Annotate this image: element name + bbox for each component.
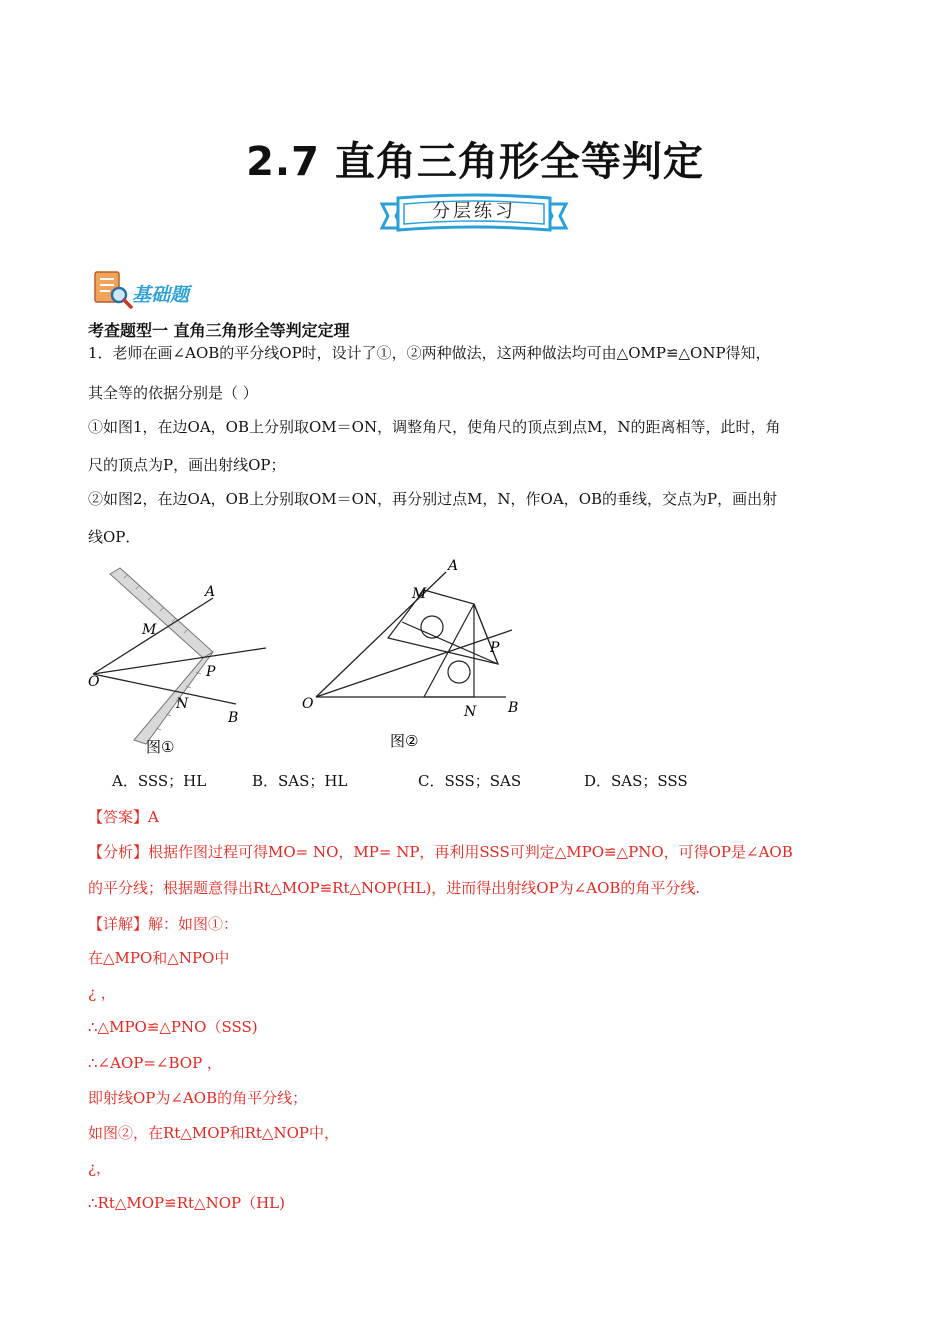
fig2-label-a: A: [448, 558, 459, 574]
choice-a[interactable]: A．SSS；HL: [112, 772, 207, 790]
analysis-line: 【分析】根据作图过程可得MO= NO，MP= NP，再利用SSS可判定△MPO≌△PNO，可得OP是∠AOB: [88, 843, 793, 861]
question-line: ①如图1，在边OA，OB上分别取OM＝ON，调整角尺，使角尺的顶点到点M，N的距离相等，此时，角: [88, 418, 781, 436]
badge-label: 基础题: [132, 284, 190, 306]
fig1-label-n: N: [176, 696, 189, 712]
solution-step: 在△MPO和△NPO中: [88, 949, 230, 967]
section-heading: 考查题型一 直角三角形全等判定定理: [88, 321, 350, 340]
question-line: 尺的顶点为P，画出射线OP；: [88, 456, 286, 474]
question-line: 1．老师在画∠AOB的平分线OP时，设计了①，②两种做法，这两种做法均可由△OMP≌△ONP得知，: [88, 344, 771, 362]
fig1-caption: 图①: [146, 738, 175, 756]
choice-d[interactable]: D．SAS；SSS: [584, 772, 688, 790]
answer-line: 【答案】A: [88, 808, 159, 826]
figure-2-diagram: [298, 552, 528, 757]
fig1-label-a: A: [205, 584, 216, 600]
fig2-label-m: M: [412, 586, 427, 602]
fig2-label-o: O: [302, 696, 314, 712]
fig1-label-p: P: [206, 664, 216, 680]
fig1-label-b: B: [228, 710, 239, 726]
solution-step: ∴△MPO≌△PNO（SSS): [88, 1018, 258, 1036]
analysis-line: 的平分线；根据题意得出Rt△MOP≌Rt△NOP(HL)，进而得出射线OP为∠AOB的角平分线.: [88, 879, 701, 897]
layered-practice-ribbon: [378, 192, 570, 240]
fig1-label-o: O: [88, 674, 100, 690]
question-line: 线OP．: [88, 528, 141, 546]
solution-step: 如图②，在Rt△MOP和Rt△NOP中，: [88, 1124, 339, 1142]
solution-step: ¿，: [88, 1159, 112, 1177]
basic-level-badge: [92, 268, 212, 312]
figure-2: [298, 552, 528, 761]
figure-1: [88, 552, 273, 761]
ribbon-label: 分层练习: [432, 201, 516, 222]
question-line: ②如图2，在边OA，OB上分别取OM＝ON，再分别过点M，N，作OA，OB的垂线，交点为P，画出射: [88, 490, 778, 508]
detail-line: 【详解】解：如图①：: [88, 915, 239, 933]
question-line: 其全等的依据分别是（ ）: [88, 384, 258, 402]
choice-b[interactable]: B．SAS；HL: [252, 772, 348, 790]
fig1-label-m: M: [142, 622, 157, 638]
fig2-label-n: N: [464, 704, 477, 720]
figure-1-diagram: [88, 552, 273, 757]
solution-step: ∴Rt△MOP≌Rt△NOP（HL): [88, 1194, 285, 1212]
book-magnifier-icon: [92, 268, 136, 312]
fig2-label-p: P: [490, 640, 500, 656]
fig2-label-b: B: [508, 700, 519, 716]
solution-step: ∴∠AOP=∠BOP ，: [88, 1054, 222, 1072]
solution-step: 即射线OP为∠AOB的角平分线；: [88, 1089, 308, 1107]
choice-c[interactable]: C．SSS；SAS: [418, 772, 522, 790]
solution-step: ¿ ，: [88, 984, 116, 1002]
page-title: 2.7 直角三角形全等判定: [246, 139, 704, 185]
fig2-caption: 图②: [390, 732, 419, 750]
